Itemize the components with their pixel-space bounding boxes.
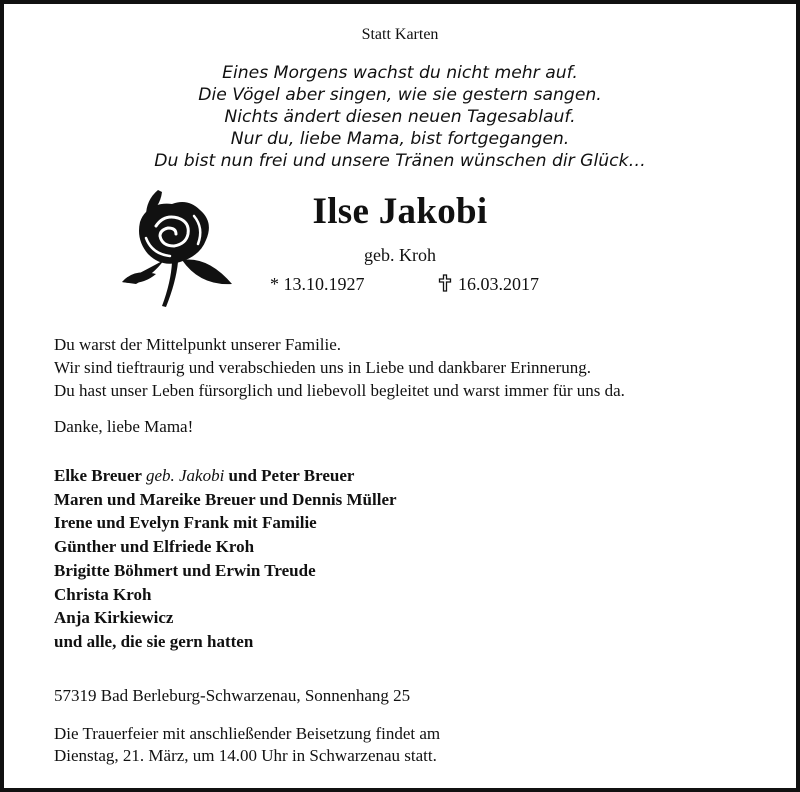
family-line: Anja Kirkiewicz	[54, 608, 174, 628]
poem-line: Nur du, liebe Mama, bist fortgegangen.	[230, 129, 570, 149]
message-line: Du warst der Mittelpunkt unserer Familie.	[54, 335, 342, 354]
family-line: Irene und Evelyn Frank mit Familie	[54, 513, 317, 533]
family-list	[54, 464, 397, 654]
notice-header: Statt Karten	[361, 26, 439, 43]
funeral-info	[54, 723, 440, 767]
poem-line: Du bist nun frei und unsere Tränen wünschen dir Glück…	[154, 151, 646, 171]
family-name: und Peter Breuer	[228, 466, 355, 485]
cross-icon	[438, 274, 452, 292]
family-line: Maren und Mareike Breuer und Dennis Müller	[54, 489, 397, 509]
thanks-text: Danke, liebe Mama!	[54, 417, 194, 436]
family-line: Günther und Elfriede Kroh	[54, 537, 255, 557]
death-date: 16.03.2017	[458, 274, 539, 294]
family-line: und alle, die sie gern hatten	[54, 631, 254, 651]
family-maiden-name: geb. Jakobi	[145, 466, 225, 485]
poem-line: Die Vögel aber singen, wie sie gestern sangen.	[198, 85, 602, 105]
family-line	[54, 464, 397, 488]
family-name: Elke Breuer	[54, 466, 142, 485]
deceased-name: Ilse Jakobi	[312, 191, 488, 232]
poem	[4, 62, 796, 172]
message-text	[54, 333, 625, 402]
poem-line: Nichts ändert diesen neuen Tagesablauf.	[224, 107, 576, 127]
born-name: geb. Kroh	[364, 245, 436, 265]
funeral-line: Dienstag, 21. März, um 14.00 Uhr in Schwarzenau statt.	[54, 746, 437, 765]
death-date-block	[438, 274, 539, 295]
poem-line: Eines Morgens wachst du nicht mehr auf.	[222, 63, 578, 83]
funeral-line: Die Trauerfeier mit anschließender Beisetzung findet am	[54, 724, 441, 743]
family-line: Brigitte Böhmert und Erwin Treude	[54, 560, 316, 580]
address: 57319 Bad Berleburg-Schwarzenau, Sonnenhang 25	[54, 686, 411, 705]
message-line: Wir sind tieftraurig und verabschieden uns in Liebe und dankbarer Erinnerung.	[54, 358, 592, 377]
family-line: Christa Kroh	[54, 584, 152, 604]
birth-date: * 13.10.1927	[270, 274, 365, 294]
message-line: Du hast unser Leben fürsorglich und liebevoll begleitet und warst immer für uns da.	[54, 381, 625, 400]
